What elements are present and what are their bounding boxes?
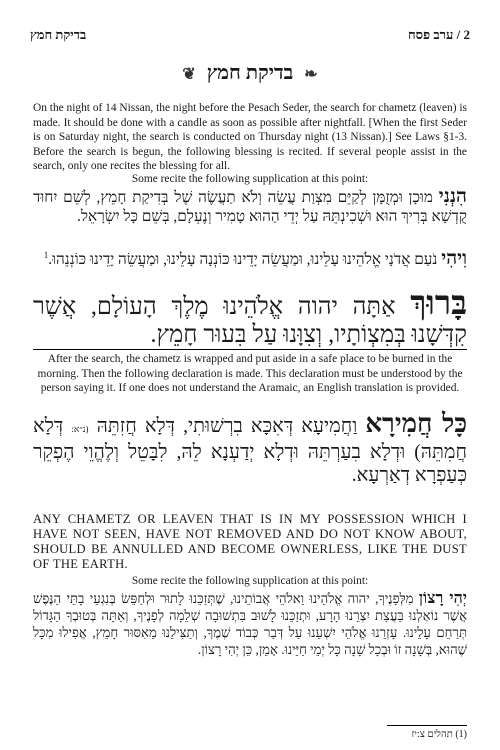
footnote-marker: 1 xyxy=(43,250,49,260)
kol-chamira-first-words: כָּל חֲמִירָא xyxy=(365,409,468,438)
hineni-text: מוּכָן וּמְזֻמָּן לְקַיֵּם מִצְוַת עֲשֵׂה וְלֹא תַעֲשֶׂה שֶׁל בְּדִיקַת חָמֵץ, לְשֵׁם יִחוּד קֻדְשָׁא בְּרִיךְ הוּא וּשְׁכִינְתֵּהּ עַל יְדֵי הַהוּא טָמִיר וְנֶעְלָם, בְּשֵׁם כָּל יִשְׂרָאֵל. xyxy=(33,189,467,226)
vihi-first-word: וִיהִי xyxy=(441,248,467,270)
variant-mark: (נ״א: xyxy=(71,424,89,434)
divider-line xyxy=(33,349,467,350)
yehi-ratzon-first-words: יְהִי רָצוֹן xyxy=(418,590,467,607)
vihi-paragraph xyxy=(33,246,467,269)
intro-instructions: On the night of 14 Nissan, the night before the Pesach Seder, the search for chametz (leaven) is made. It should be done with a candle as soon as possible after nightfall. [When the first Seder is on Saturday night, the search is conducted on Thursday night (13 Nissan).] See Laws §1-3. Before the search is begun, the following blessing is recited. If several people assist in the search, only one recites the blessing for all. xyxy=(33,102,467,172)
kol-chamira-declaration xyxy=(33,409,468,487)
kol-chamira-text-2: וּדְלָא בִעַרְתֵּהּ וּדְלָא יְדַעְנָא לֵהּ, לִבָּטֵל וְלֶהֱוֵי הֶפְקֵר כְּעַפְרָא דְאַרְעָא. xyxy=(33,442,467,486)
running-header xyxy=(30,27,470,45)
header-section: בדיקת חמץ xyxy=(30,27,87,42)
english-translation: ANY CHAMETZ OR LEAVEN THAT IS IN MY POSSESSION WHICH I HAVE NOT SEEN, HAVE NOT REMOVED AND DO NOT KNOW ABOUT, SHOULD BE ANNULLED AND BECOME OWNERLESS, LIKE THE DUST OF THE EARTH. xyxy=(33,512,467,571)
footnote-rule xyxy=(387,725,467,726)
ornament-left-icon: ❦ xyxy=(182,66,196,83)
blessing-text: אַתָּה יהוה אֱלֹהֵינוּ מֶלֶךְ הָעוֹלָם, אֲשֶׁר קִדְּשָׁנוּ בְּמִצְוֹתָיו, וְצִוָּנוּ עַל בִּעוּר חָמֵץ. xyxy=(33,294,467,348)
vihi-text: נֹעַם אֲדֹנָי אֱלֹהֵינוּ עָלֵינוּ, וּמַעֲשֵׂה יָדֵינוּ כּוֹנְנָה עָלֵינוּ, וּמַעֲשֵׂה יָדֵינוּ כּוֹנְנֵהוּ. xyxy=(48,251,438,269)
blessing-first-word: בָּרוּךְ xyxy=(410,286,467,322)
section-title-text: בדיקת חמץ xyxy=(206,62,294,84)
ornament-right-icon: ❧ xyxy=(304,66,318,83)
variant-reading: דְּלָא חֲמִתֵּהּ) xyxy=(33,416,467,463)
footnote: (1) תהלים צ:יז xyxy=(411,729,467,740)
supplication-instruction-2: Some recite the following supplication at this point: xyxy=(131,575,369,587)
yehi-ratzon-text: מִלְּפָנֶיךָ, יהוה אֱלֹהֵינוּ וֵאלֹהֵי אֲבוֹתֵינוּ, שֶׁתְּזַכֵּנוּ לָתוּר וּלְחַפֵּשׂ בְּנִגְעֵי בָתֵּי הַנֶּפֶשׁ אֲשֶׁר נוֹאַלְנוּ בַּעֲצַת יִצְרֵנוּ הָרָע, וּתְזַכֵּנוּ לָשׁוּב בִּתְשׁוּבָה שְׁלֵמָה לְפָנֶיךָ, וְאַתָּה בְּטוּבְךָ הַגָּדוֹל תְּרַחֵם עָלֵינוּ. עָזְרֵנוּ אֱלֹהֵי יִשְׁעֵנוּ עַל דְּבַר כְּבוֹד שְׁמֶךָ, וְתַצִּילֵנוּ מֵאִסּוּר חָמֵץ, אֲפִילוּ מִכָּל שֶׁהוּא, בְּשָׁנָה זוֹ וּבְכָל שָׁנָה כָּל יְמֵי חַיֵּינוּ. אָמֵן, כֵּן יְהִי רָצוֹן. xyxy=(33,591,467,657)
blessing-paragraph xyxy=(33,286,467,349)
section-title xyxy=(0,62,500,85)
header-page-label: 2 / ערב פסח xyxy=(407,27,470,42)
hineni-paragraph xyxy=(33,187,467,226)
after-search-instructions: After the search, the chametz is wrapped and put aside in a safe place to be burned in the morning. Then the following declaration is made. This declaration must be understood by the person saying it. If one does not understand the Aramaic, an English translation is provided. xyxy=(37,353,463,394)
kol-chamira-text-1: וַחֲמִיעָא דְּאִכָּא בִרְשׁוּתִי, דְּלָא חֲזִתֵּהּ xyxy=(96,416,358,437)
hineni-first-word: הִנְנִי xyxy=(438,186,467,207)
supplication-instruction-1: Some recite the following supplication at this point: xyxy=(131,173,369,185)
yehi-ratzon-paragraph xyxy=(33,590,467,658)
